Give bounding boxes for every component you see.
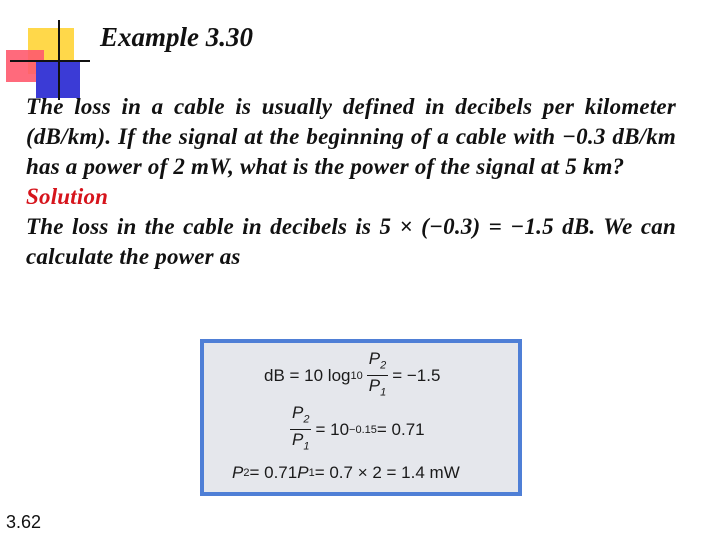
page-number: 3.62 — [6, 512, 42, 532]
slide-title: Example 3.30 — [100, 22, 253, 52]
solution-heading: Solution — [26, 184, 109, 209]
solution-text: The loss in the cable in decibels is 5 × (−0.3) = −1.5 dB. We can calculate the power as — [26, 214, 676, 269]
equation-db: dB = 10 log 10 $\frac{P_2}{P_1}$ = −1.5 — [264, 349, 440, 403]
equation-box — [200, 339, 522, 496]
fraction-p2-p1: $\frac{P_2}{P_1}$ — [292, 403, 310, 453]
problem-statement: The loss in a cable is usually defined in decibels per kilometer (dB/km). If the signal at the beginning of a cable with −0.3 dB/km has a power of 2 mW, what is the power of the signal at 5 km? — [26, 94, 676, 179]
slide-body — [26, 92, 676, 272]
decorative-horizontal-line — [10, 60, 90, 62]
equation-power: P 2 = 0.71 P 1 = 0.7 × 2 = 1.4 mW — [232, 463, 460, 482]
equation-ratio: $\frac{P_2}{P_1}$ = 10 −0.15 = 0.71 — [286, 403, 425, 457]
fraction-p2-p1: $\frac{P_2}{P_1}$ — [368, 349, 387, 399]
